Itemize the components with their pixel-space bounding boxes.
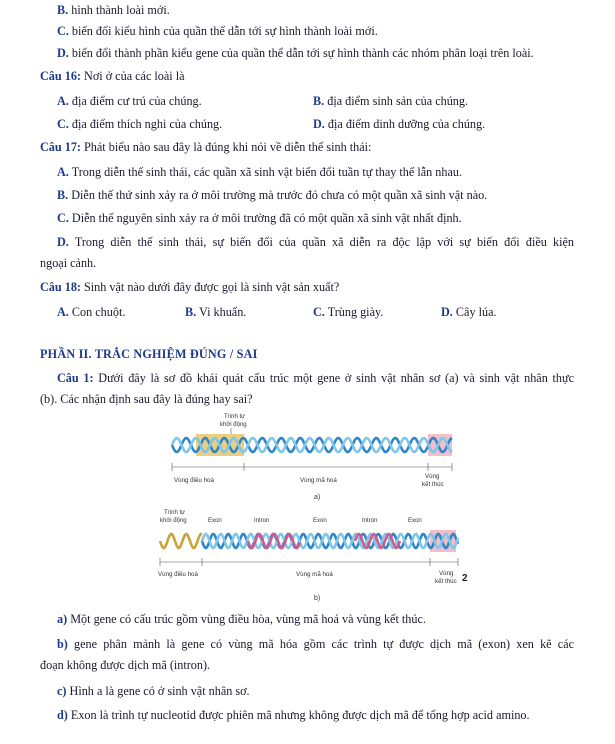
tf1-stem-line2: (b). Các nhận định sau đây là đúng hay sai?: [40, 392, 253, 406]
b-mark: 2: [462, 573, 468, 584]
a-regulatory-label: Vùng điều hoà: [174, 477, 214, 484]
q17-option-d-line1: D. Trong diễn thế sinh thái, sự biến đổi của quần xã diễn ra độc lập với sự biến đổi điều kiện: [57, 235, 574, 249]
b-coding-label: Vùng mã hoá: [296, 571, 333, 578]
a-coding-label: Vùng mã hoá: [300, 477, 337, 484]
q18-option-c: C. Trùng giày.: [313, 305, 384, 319]
q18-option-a: A. Con chuột.: [57, 305, 126, 319]
q16-stem: Câu 16: Nơi ở của các loài là: [40, 69, 185, 83]
b-regulatory-label: Vùng điều hoà: [158, 571, 198, 578]
section-title: PHẦN II. TRẮC NGHIỆM ĐÚNG / SAI: [40, 347, 258, 361]
q15-option-c: C. biến đổi kiểu hình của quần thể dẫn tới sự hình thành loài mới.: [57, 24, 378, 38]
statement-a: a) Một gene có cấu trúc gồm vùng điều hòa, vùng mã hoá và vùng kết thúc.: [57, 612, 426, 626]
statement-b-line1: b) gene phân mảnh là gene có vùng mã hóa gồm các trình tự được dịch mã (exon) xen kẽ các: [57, 637, 574, 651]
b-caption: b): [314, 595, 321, 602]
q16-option-b: B. địa điểm sinh sản của chúng.: [313, 94, 469, 108]
a-promoter-label-2: khởi động: [220, 422, 247, 428]
q16-option-a: A. địa điểm cư trú của chúng.: [57, 94, 202, 108]
b-exon-label-3: Exon: [408, 518, 422, 524]
q17-stem: Câu 17: Phát biểu nào sau đây là đúng khi nói về diễn thế sinh thái:: [40, 140, 372, 154]
q17-option-a: A. Trong diễn thế sinh thái, các quần xã sinh vật biến đổi tuần tự thay thế lẫn nhau.: [57, 165, 463, 179]
b-exon-label-1: Exon: [208, 518, 222, 524]
a-caption: a): [314, 494, 321, 501]
b-intron-label-2: Intron: [362, 518, 378, 524]
b-terminator-label-2: kết thúc: [435, 578, 457, 585]
q18-option-d: D. Cây lúa.: [441, 305, 497, 319]
q15-option-d: D. biến đổi thành phần kiểu gene của quần thể dẫn tới sự hình thành các nhóm phân loại trên loài.: [57, 46, 534, 60]
a-terminator-label-2: kết thúc: [422, 481, 444, 488]
q18-option-b: B. Vi khuẩn.: [185, 305, 247, 319]
b-intron-label-1: Intron: [254, 518, 270, 524]
b-terminator-label-1: Vùng: [439, 570, 454, 577]
statement-c: c) Hình a là gene có ở sinh vật nhân sơ.: [57, 684, 250, 698]
a-promoter-label-1: Trình tự: [224, 414, 246, 420]
q15-option-b: B. hình thành loài mới.: [57, 3, 170, 17]
b-promoter-label-2: khởi động: [160, 518, 187, 524]
b-exon-label-2: Exon: [313, 518, 327, 524]
q17-option-b: B. Diễn thế thứ sinh xảy ra ở môi trường mà trước đó chưa có một quần xã sinh vật nào.: [57, 188, 488, 202]
gene-structure-diagram: [150, 410, 470, 605]
statement-b-line2: đoạn không được dịch mã (intron).: [40, 658, 211, 672]
q17-option-c: C. Diễn thế nguyên sinh xảy ra ở môi trường đã có một quần xã sinh vật nhất định.: [57, 211, 462, 225]
tf1-stem-line1: Câu 1: Dưới đây là sơ đồ khái quát cấu trúc một gene ở sinh vật nhân sơ (a) và sinh vật nhân thực: [57, 371, 575, 385]
b-promoter-label-1: Trình tự: [164, 510, 186, 516]
q16-option-d: D. địa điểm dinh dưỡng của chúng.: [313, 117, 486, 131]
b-promoter-strand: [160, 534, 202, 548]
q16-option-c: C. địa điểm thích nghi của chúng.: [57, 117, 223, 131]
q18-stem: Câu 18: Sinh vật nào dưới đây được gọi là sinh vật sản xuất?: [40, 280, 340, 294]
a-terminator-label-1: Vùng: [425, 473, 440, 480]
statement-d: d) Exon là trình tự nucleotid được phiên mã nhưng không được dịch mã để tổng hợp acid amino.: [57, 708, 530, 722]
q17-option-d-line2: ngoại cảnh.: [40, 256, 97, 270]
